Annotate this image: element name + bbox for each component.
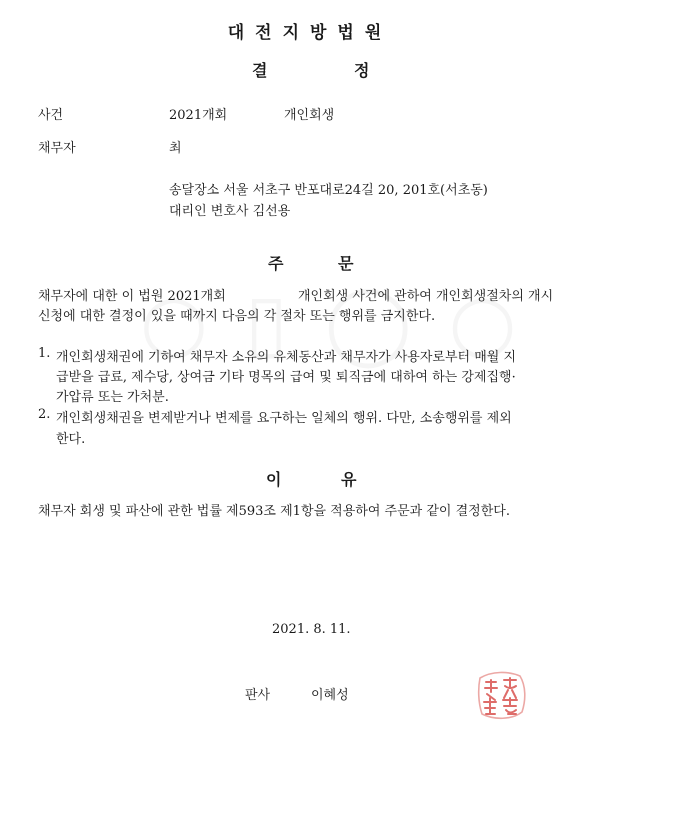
order-item-1-number: 1. <box>38 346 51 361</box>
judge-seal-stamp <box>472 668 530 722</box>
debtor-name: 최 <box>169 141 182 156</box>
order-intro-line2: 신청에 대한 결정이 있을 때까지 다음의 각 절차 또는 행위를 금지한다. <box>38 309 436 324</box>
order-intro-line1b: 개인회생 사건에 관하여 개인회생절차의 개시 <box>298 289 554 304</box>
debtor-label-text: 채무자 <box>38 141 76 156</box>
case-type: 개인회생 <box>284 108 335 123</box>
reason-text: 채무자 회생 및 파산에 관한 법률 제593조 제1항을 적용하여 주문과 같이 결정한다. <box>38 504 510 519</box>
case-label <box>38 104 118 123</box>
reason-heading-char-2: 유 <box>341 470 357 489</box>
case-number: 2021개회 <box>169 108 228 123</box>
court-name: 대전지방법원 <box>227 23 393 43</box>
order-heading-char-2: 문 <box>338 254 354 273</box>
order-item-1-line3: 가압류 또는 가처분. <box>56 390 169 405</box>
debtor-label <box>38 137 118 156</box>
order-item-2-line1: 개인회생채권을 변제받거나 변제를 요구하는 일체의 행위. 다만, 소송행위를 제외 <box>56 411 512 426</box>
reason-heading-char-1: 이 <box>266 470 282 489</box>
order-item-1-line1: 개인회생채권에 기하여 채무자 소유의 유체동산과 채무자가 사용자로부터 매월 지 <box>56 350 517 365</box>
judge-name: 이혜성 <box>311 688 349 703</box>
debtor-address: 송달장소 서울 서초구 반포대로24길 20, 201호(서초동) <box>169 183 488 198</box>
order-item-1-line2: 급받을 급료, 제수당, 상여금 기타 명목의 급여 및 퇴직금에 대하여 하는 강제집행· <box>56 370 516 385</box>
judge-title: 판사 <box>245 688 271 703</box>
decision-date: 2021. 8. 11. <box>272 622 351 637</box>
order-item-2-number: 2. <box>38 407 51 422</box>
doc-title-char-2: 정 <box>354 61 370 80</box>
debtor-agent: 대리인 변호사 김선용 <box>169 204 291 219</box>
doc-title-char-1: 결 <box>252 61 268 80</box>
order-intro-line1a: 채무자에 대한 이 법원 2021개회 <box>38 289 226 304</box>
order-heading-char-1: 주 <box>268 254 284 273</box>
order-item-2-line2: 한다. <box>56 432 86 447</box>
case-label-text: 사건 <box>38 108 64 123</box>
